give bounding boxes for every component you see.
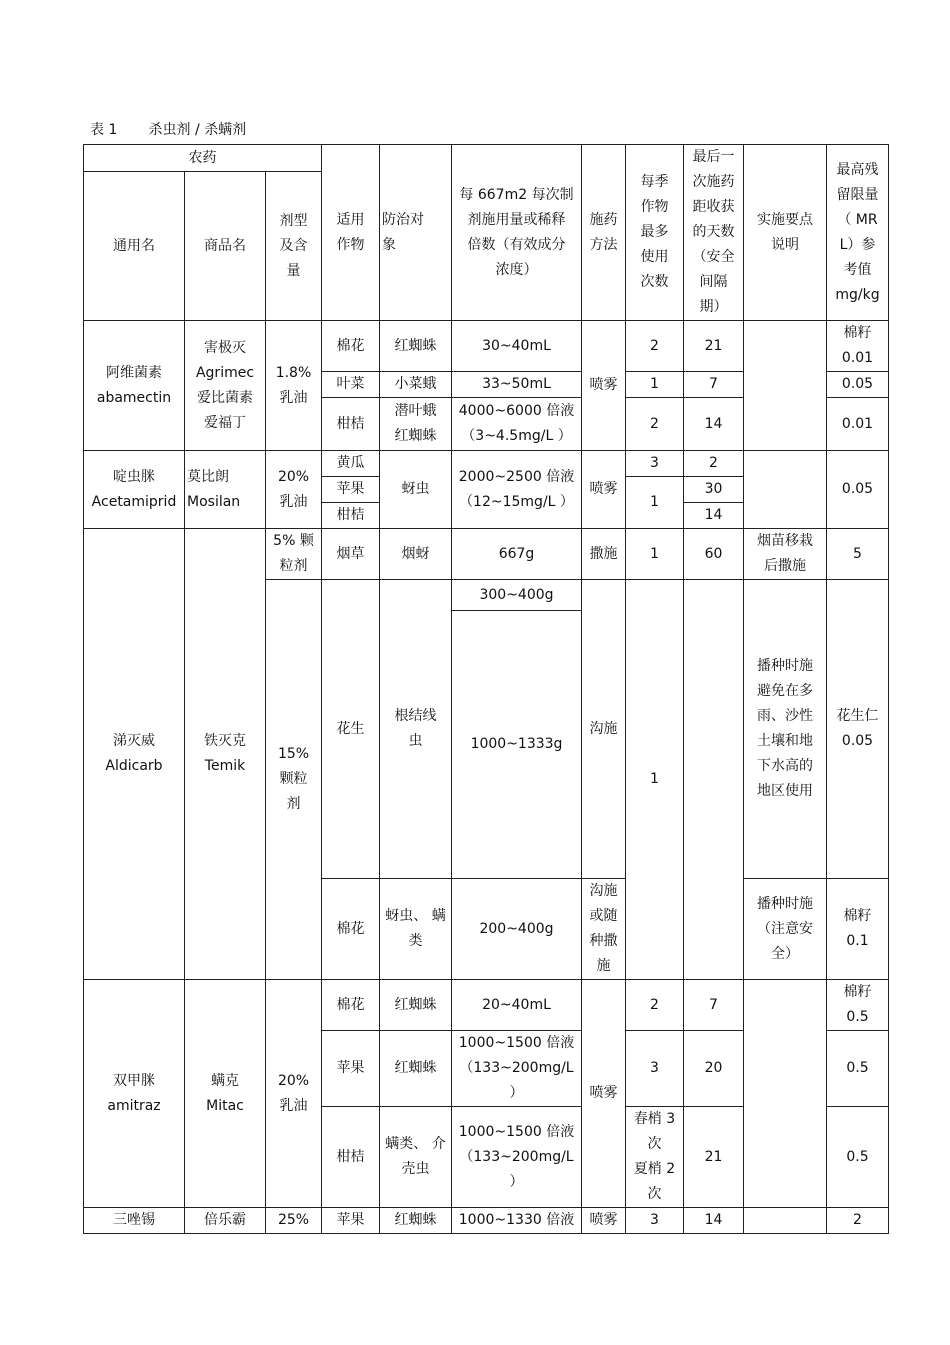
method: 喷雾 bbox=[582, 321, 626, 451]
crop: 棉花 bbox=[322, 980, 380, 1031]
dosage: 30~40mL bbox=[452, 321, 582, 372]
header-common-name: 通用名 bbox=[84, 172, 185, 321]
crop: 烟草 bbox=[322, 529, 380, 580]
crop: 苹果 bbox=[322, 1031, 380, 1107]
max-times: 2 bbox=[626, 321, 684, 372]
notes bbox=[744, 321, 827, 451]
common-name: 啶虫脒 Acetamiprid bbox=[84, 451, 185, 529]
method: 沟施 或随 种撒 施 bbox=[582, 879, 626, 980]
notes bbox=[744, 980, 827, 1208]
mrl: 2 bbox=[827, 1208, 889, 1234]
header-notes: 实施要点 说明 bbox=[744, 145, 827, 321]
crop: 花生 bbox=[322, 580, 380, 879]
mrl: 0.01 bbox=[827, 398, 889, 451]
header-row-1 bbox=[84, 145, 889, 172]
trade-name: 铁灭克 Temik bbox=[185, 529, 266, 980]
target: 红蜘蛛 bbox=[380, 1208, 452, 1234]
formulation: 20% 乳油 bbox=[266, 451, 322, 529]
dosage: 667g bbox=[452, 529, 582, 580]
header-target: 防治对 象 bbox=[380, 145, 452, 321]
header-max-times: 每季 作物 最多 使用 次数 bbox=[626, 145, 684, 321]
notes: 播种时施 （注意安 全） bbox=[744, 879, 827, 980]
method: 撒施 bbox=[582, 529, 626, 580]
common-name: 阿维菌素 abamectin bbox=[84, 321, 185, 451]
max-times: 春梢 3 次 夏梢 2 次 bbox=[626, 1107, 684, 1208]
crop: 柑桔 bbox=[322, 1107, 380, 1208]
trade-name: 害极灭 Agrimec 爱比菌素 爱福丁 bbox=[185, 321, 266, 451]
crop: 叶菜 bbox=[322, 372, 380, 398]
common-name: 双甲脒 amitraz bbox=[84, 980, 185, 1208]
crop: 棉花 bbox=[322, 321, 380, 372]
crop: 黄瓜 bbox=[322, 451, 380, 477]
crop: 苹果 bbox=[322, 1208, 380, 1234]
dosage: 20~40mL bbox=[452, 980, 582, 1031]
mrl: 花生仁 0.05 bbox=[827, 580, 889, 879]
dosage: 1000~1500 倍液 （133~200mg/L ） bbox=[452, 1031, 582, 1107]
trade-name: 莫比朗 Mosilan bbox=[185, 451, 266, 529]
trade-name: 倍乐霸 bbox=[185, 1208, 266, 1234]
max-times: 3 bbox=[626, 1031, 684, 1107]
mrl: 0.05 bbox=[827, 451, 889, 529]
target: 根结线 虫 bbox=[380, 580, 452, 879]
crop: 苹果 bbox=[322, 477, 380, 503]
table-row bbox=[84, 529, 889, 580]
dosage: 200~400g bbox=[452, 879, 582, 980]
mrl: 0.5 bbox=[827, 1107, 889, 1208]
mrl: 0.05 bbox=[827, 372, 889, 398]
header-pesticide: 农药 bbox=[84, 145, 322, 172]
header-dosage: 每 667m2 每次制 剂施用量或稀释 倍数（有效成分 浓度） bbox=[452, 145, 582, 321]
phi-days: 21 bbox=[684, 1107, 744, 1208]
table-row bbox=[84, 321, 889, 372]
formulation: 1.8% 乳油 bbox=[266, 321, 322, 451]
formulation: 5% 颗 粒剂 bbox=[266, 529, 322, 580]
table-row bbox=[84, 980, 889, 1031]
max-times: 2 bbox=[626, 398, 684, 451]
method: 喷雾 bbox=[582, 451, 626, 529]
phi-days: 21 bbox=[684, 321, 744, 372]
target: 红蜘蛛 bbox=[380, 1031, 452, 1107]
notes: 播种时施 避免在多 雨、沙性 土壤和地 下水高的 地区使用 bbox=[744, 580, 827, 879]
max-times: 3 bbox=[626, 1208, 684, 1234]
phi-days: 60 bbox=[684, 529, 744, 580]
target: 蚜虫、 螨 类 bbox=[380, 879, 452, 980]
mrl: 5 bbox=[827, 529, 889, 580]
crop: 棉花 bbox=[322, 879, 380, 980]
target: 红蜘蛛 bbox=[380, 980, 452, 1031]
max-times: 1 bbox=[626, 529, 684, 580]
dosage: 33~50mL bbox=[452, 372, 582, 398]
common-name: 三唑锡 bbox=[84, 1208, 185, 1234]
phi-days: 14 bbox=[684, 398, 744, 451]
target: 蚜虫 bbox=[380, 451, 452, 529]
dosage: 1000~1333g bbox=[452, 611, 582, 879]
formulation: 25% bbox=[266, 1208, 322, 1234]
formulation: 15% 颗粒 剂 bbox=[266, 580, 322, 980]
mrl: 棉籽 0.01 bbox=[827, 321, 889, 372]
phi-days: 14 bbox=[684, 1208, 744, 1234]
max-times: 3 bbox=[626, 451, 684, 477]
header-method: 施药 方法 bbox=[582, 145, 626, 321]
phi-days bbox=[684, 580, 744, 980]
crop: 柑桔 bbox=[322, 503, 380, 529]
max-times: 2 bbox=[626, 980, 684, 1031]
max-times: 1 bbox=[626, 372, 684, 398]
crop: 柑桔 bbox=[322, 398, 380, 451]
target: 烟蚜 bbox=[380, 529, 452, 580]
phi-days: 30 bbox=[684, 477, 744, 503]
notes bbox=[744, 1208, 827, 1234]
dosage: 1000~1500 倍液 （133~200mg/L ） bbox=[452, 1107, 582, 1208]
dosage: 2000~2500 倍液 （12~15mg/L ） bbox=[452, 451, 582, 529]
phi-days: 7 bbox=[684, 980, 744, 1031]
dosage: 4000~6000 倍液 （3~4.5mg/L ） bbox=[452, 398, 582, 451]
phi-days: 14 bbox=[684, 503, 744, 529]
method: 喷雾 bbox=[582, 980, 626, 1208]
header-phi: 最后一 次施药 距收获 的天数 （安全 间隔 期） bbox=[684, 145, 744, 321]
notes bbox=[744, 451, 827, 529]
phi-days: 7 bbox=[684, 372, 744, 398]
header-trade-name: 商品名 bbox=[185, 172, 266, 321]
mrl: 0.5 bbox=[827, 1031, 889, 1107]
target: 小菜蛾 bbox=[380, 372, 452, 398]
target: 螨类、 介 壳虫 bbox=[380, 1107, 452, 1208]
method: 沟施 bbox=[582, 580, 626, 879]
phi-days: 2 bbox=[684, 451, 744, 477]
mrl: 棉籽 0.5 bbox=[827, 980, 889, 1031]
notes: 烟苗移栽 后撒施 bbox=[744, 529, 827, 580]
header-formulation: 剂型 及含 量 bbox=[266, 172, 322, 321]
target: 红蜘蛛 bbox=[380, 321, 452, 372]
header-mrl: 最高残 留限量 （ MR L）参 考值 mg/kg bbox=[827, 145, 889, 321]
mrl: 棉籽 0.1 bbox=[827, 879, 889, 980]
formulation: 20% 乳油 bbox=[266, 980, 322, 1208]
trade-name: 螨克 Mitac bbox=[185, 980, 266, 1208]
dosage: 300~400g bbox=[452, 580, 582, 611]
table-caption: 表 1 杀虫剂 / 杀螨剂 bbox=[90, 122, 247, 138]
pesticide-table bbox=[83, 144, 889, 1234]
phi-days: 20 bbox=[684, 1031, 744, 1107]
target: 潜叶蛾 红蜘蛛 bbox=[380, 398, 452, 451]
common-name: 涕灭威 Aldicarb bbox=[84, 529, 185, 980]
header-crop: 适用 作物 bbox=[322, 145, 380, 321]
table-row bbox=[84, 451, 889, 477]
method: 喷雾 bbox=[582, 1208, 626, 1234]
table-row bbox=[84, 1208, 889, 1234]
dosage: 1000~1330 倍液 bbox=[452, 1208, 582, 1234]
max-times: 1 bbox=[626, 477, 684, 529]
max-times: 1 bbox=[626, 580, 684, 980]
